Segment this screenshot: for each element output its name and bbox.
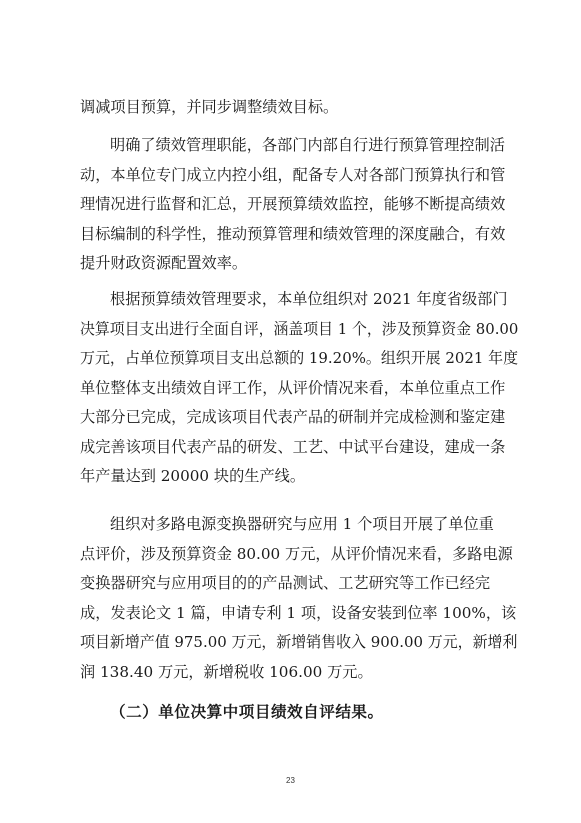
text-line: 理情况进行监督和汇总，开展预算绩效监控，能够不断提高绩效 (80, 195, 506, 213)
paragraph-self-evaluation (80, 285, 518, 492)
paragraph-key-evaluation (80, 510, 518, 687)
text-line: 目标编制的科学性，推动预算管理和绩效管理的深度融合，有效 (80, 224, 506, 243)
text-line: 提升财政资源配置效率。 (80, 254, 248, 272)
text-line: 万元，占单位预算项目支出总额的 19.20%。组织开展 2021 年度 (80, 349, 519, 367)
text-line: 项目新增产值 975.00 万元，新增销售收入 900.00 万元，新增利 (80, 633, 518, 651)
section-heading: （二）单位决算中项目绩效自评结果。 (110, 703, 384, 721)
text-line: 决算项目支出进行全面自评，涵盖项目 1 个，涉及预算资金 80.00 (80, 319, 519, 338)
text-line: 调减项目预算，并同步调整绩效目标。 (80, 98, 339, 116)
page-number: 23 (286, 776, 295, 785)
text-line: 根据预算绩效管理要求，本单位组织对 2021 年度省级部门 (110, 290, 508, 308)
text-line: 成，发表论文 1 篇，申请专利 1 项，设备安装到位率 100%，该 (80, 603, 517, 622)
paragraph-performance-management (80, 131, 518, 279)
text-line: 变换器研究与应用项目的的产品测试、工艺研究等工作已经完 (80, 574, 491, 592)
paragraph-continuation (80, 93, 518, 123)
text-line: 润 138.40 万元，新增税收 106.00 万元。 (80, 662, 373, 681)
text-line: 成完善该项目代表产品的研发、工艺、中试平台建设，建成一条 (80, 437, 506, 456)
text-line: 年产量达到 20000 块的生产线。 (80, 467, 306, 485)
text-line: 动，本单位专门成立内控小组，配备专人对各部门预算执行和管 (80, 165, 506, 184)
text-line: 组织对多路电源变换器研究与应用 1 个项目开展了单位重 (110, 515, 494, 533)
text-line: 大部分已完成，完成该项目代表产品的研制并完成检测和鉴定建 (80, 408, 506, 426)
text-line: 点评价，涉及预算资金 80.00 万元，从评价情况来看，多路电源 (80, 544, 513, 563)
text-line: 明确了绩效管理职能，各部门内部自行进行预算管理控制活 (110, 136, 505, 154)
text-line: 单位整体支出绩效自评工作，从评价情况来看，本单位重点工作 (80, 378, 506, 397)
